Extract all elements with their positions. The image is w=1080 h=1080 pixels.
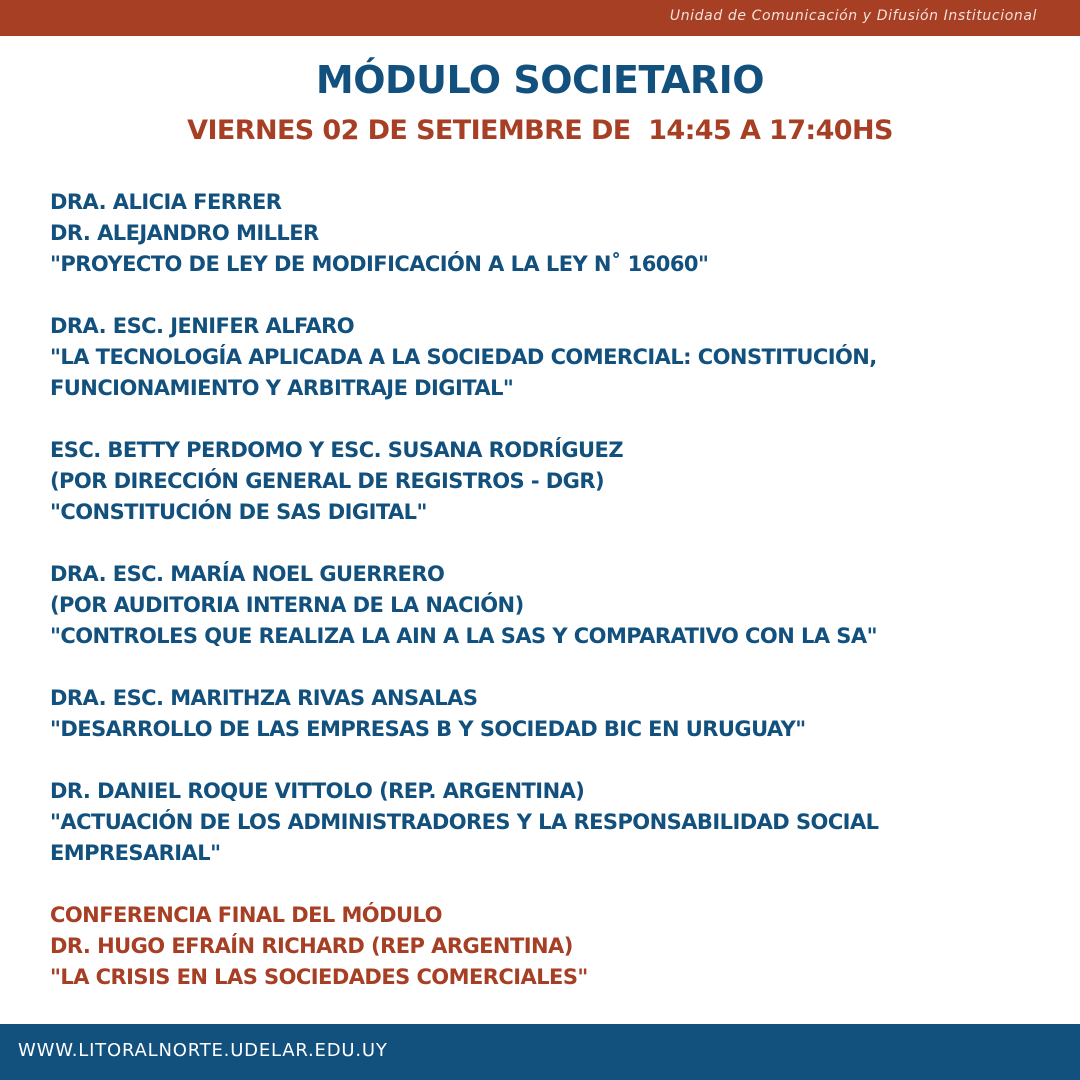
speaker-block — [50, 776, 1050, 869]
speaker-affiliation: (POR AUDITORIA INTERNA DE LA NACIÓN) — [50, 593, 524, 617]
talk-title: "CONSTITUCIÓN DE SAS DIGITAL" — [50, 500, 427, 524]
talk-title: "LA CRISIS EN LAS SOCIEDADES COMERCIALES" — [50, 965, 588, 989]
speaker-block — [50, 311, 1050, 404]
speaker-block — [50, 683, 1050, 745]
speaker-line: DR. DANIEL ROQUE VITTOLO (REP. ARGENTINA) — [50, 779, 585, 803]
speaker-line: DRA. ESC. MARITHZA RIVAS ANSALAS — [50, 686, 478, 710]
footer-bar — [0, 1024, 1080, 1080]
talk-title: "LA TECNOLOGÍA APLICADA A LA SOCIEDAD COMERCIAL: CONSTITUCIÓN, — [50, 345, 877, 369]
speaker-line: DR. HUGO EFRAÍN RICHARD (REP ARGENTINA) — [50, 934, 573, 958]
event-date-subtitle: VIERNES 02 DE SETIEMBRE DE 14:45 A 17:40HS — [187, 115, 893, 146]
speaker-line: DR. ALEJANDRO MILLER — [50, 221, 319, 245]
speaker-affiliation: (POR DIRECCIÓN GENERAL DE REGISTROS - DGR) — [50, 469, 605, 493]
speaker-block — [50, 559, 1050, 652]
talk-title: "DESARROLLO DE LAS EMPRESAS B Y SOCIEDAD BIC EN URUGUAY" — [50, 717, 806, 741]
talk-title: "PROYECTO DE LEY DE MODIFICACIÓN A LA LEY N˚ 16060" — [50, 252, 709, 276]
talk-title: "ACTUACIÓN DE LOS ADMINISTRADORES Y LA RESPONSABILIDAD SOCIAL — [50, 810, 879, 834]
website-url: WWW.LITORALNORTE.UDELAR.EDU.UY — [18, 1040, 388, 1061]
closing-conference-block — [50, 900, 1050, 993]
speaker-line: ESC. BETTY PERDOMO Y ESC. SUSANA RODRÍGUEZ — [50, 438, 624, 462]
speaker-line: DRA. ESC. MARÍA NOEL GUERRERO — [50, 562, 445, 586]
top-header-bar — [0, 0, 1080, 36]
speaker-line: DRA. ESC. JENIFER ALFARO — [50, 314, 355, 338]
page-title: MÓDULO SOCIETARIO — [315, 58, 765, 102]
speaker-block — [50, 435, 1050, 528]
speakers-list — [50, 187, 1050, 1024]
talk-title: "CONTROLES QUE REALIZA LA AIN A LA SAS Y COMPARATIVO CON LA SA" — [50, 624, 877, 648]
speaker-block — [50, 187, 1050, 280]
closing-conference-label: CONFERENCIA FINAL DEL MÓDULO — [50, 903, 442, 927]
unit-label: Unidad de Comunicación y Difusión Institucional — [669, 8, 1037, 24]
speaker-line: DRA. ALICIA FERRER — [50, 190, 282, 214]
talk-title: EMPRESARIAL" — [50, 841, 221, 865]
talk-title: FUNCIONAMIENTO Y ARBITRAJE DIGITAL" — [50, 376, 514, 400]
